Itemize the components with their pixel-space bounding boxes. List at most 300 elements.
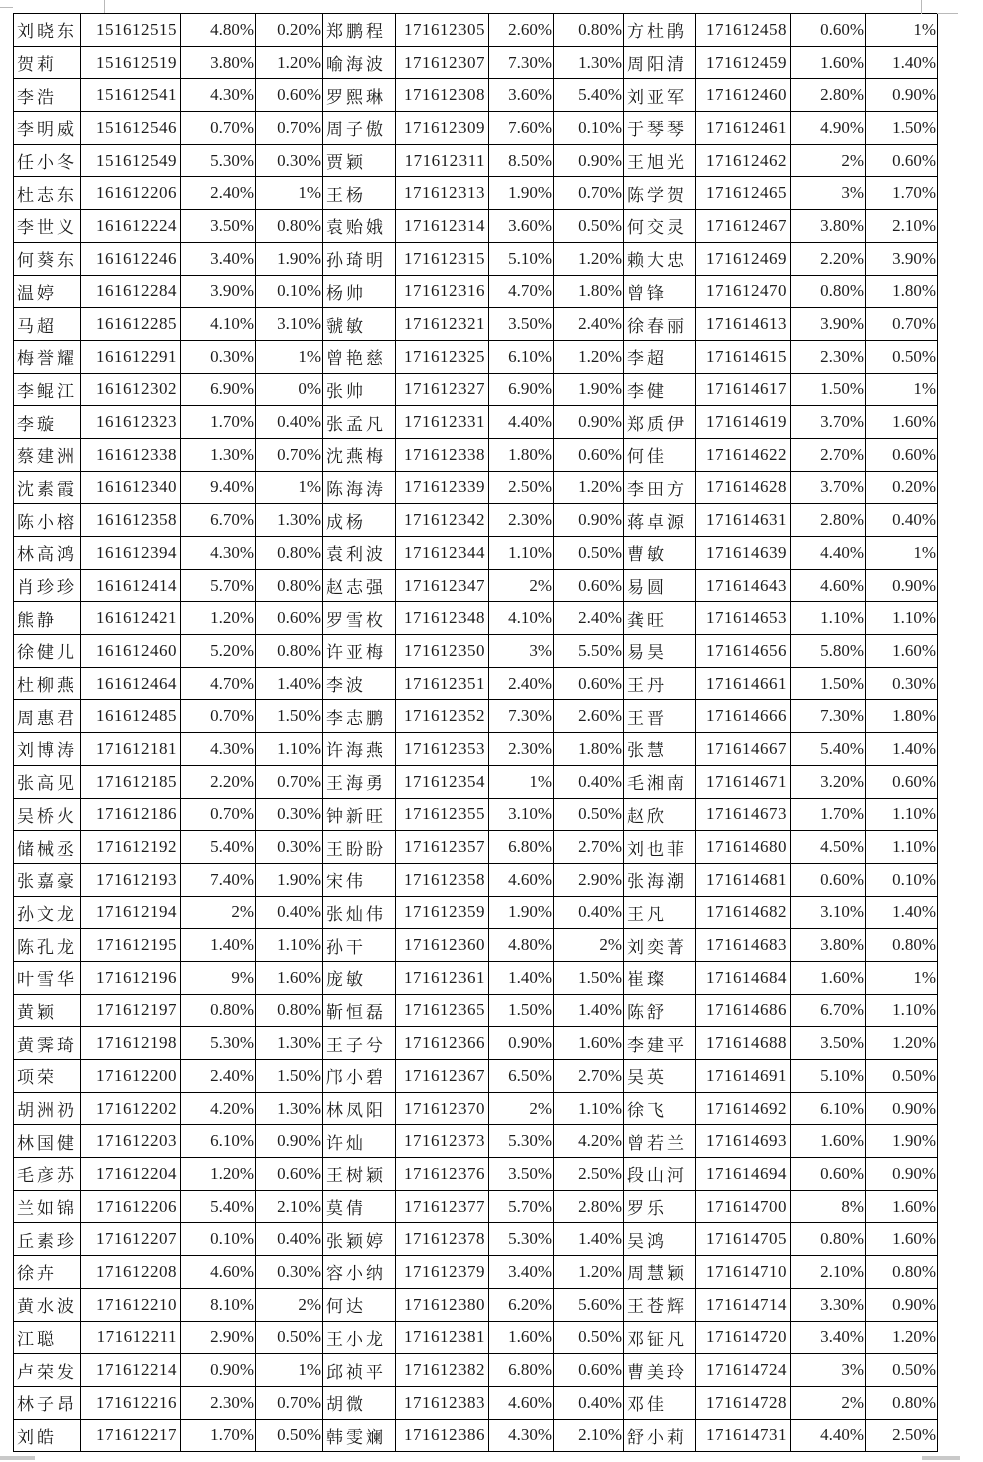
percent-cell[interactable]: 0.40% [256,896,323,929]
student-name-cell[interactable]: 罗熙琳 [323,79,396,112]
percent-cell[interactable]: 2.10% [866,210,938,243]
student-name-cell[interactable]: 赵志强 [323,569,396,602]
student-id-cell[interactable]: 161612285 [81,308,181,341]
student-name-cell[interactable]: 曹敏 [624,537,696,570]
student-id-cell[interactable]: 171612360 [396,929,489,962]
percent-cell[interactable]: 2% [791,1386,866,1419]
percent-cell[interactable]: 2.50% [866,1419,938,1452]
student-name-cell[interactable]: 许海燕 [323,733,396,766]
percent-cell[interactable]: 1.80% [554,733,624,766]
percent-cell[interactable]: 5.10% [489,242,554,275]
student-id-cell[interactable]: 171612196 [81,961,181,994]
percent-cell[interactable]: 0.60% [554,438,624,471]
student-id-cell[interactable]: 171612309 [396,112,489,145]
student-id-cell[interactable]: 171612185 [81,765,181,798]
percent-cell[interactable]: 1.50% [256,1060,323,1093]
percent-cell[interactable]: 3.40% [791,1321,866,1354]
student-id-cell[interactable]: 171614688 [696,1027,791,1060]
percent-cell[interactable]: 5.70% [181,569,256,602]
student-name-cell[interactable]: 钟新旺 [323,798,396,831]
percent-cell[interactable]: 8.50% [489,144,554,177]
percent-cell[interactable]: 4.30% [181,733,256,766]
student-id-cell[interactable]: 171612308 [396,79,489,112]
student-id-cell[interactable]: 171612311 [396,144,489,177]
percent-cell[interactable]: 0.80% [791,1223,866,1256]
student-name-cell[interactable]: 龚旺 [624,602,696,635]
percent-cell[interactable]: 1.90% [489,896,554,929]
percent-cell[interactable]: 6.20% [489,1288,554,1321]
student-id-cell[interactable]: 161612246 [81,242,181,275]
student-id-cell[interactable]: 161612206 [81,177,181,210]
student-id-cell[interactable]: 171612194 [81,896,181,929]
percent-cell[interactable]: 3.80% [791,929,866,962]
percent-cell[interactable]: 1.60% [866,635,938,668]
percent-cell[interactable]: 4.40% [791,1419,866,1452]
student-name-cell[interactable]: 蒋卓源 [624,504,696,537]
percent-cell[interactable]: 0.80% [181,994,256,1027]
student-name-cell[interactable]: 袁贻娥 [323,210,396,243]
student-id-cell[interactable]: 171614680 [696,831,791,864]
student-id-cell[interactable]: 171612347 [396,569,489,602]
student-id-cell[interactable]: 161612358 [81,504,181,537]
student-name-cell[interactable]: 王凡 [624,896,696,929]
student-id-cell[interactable]: 171612344 [396,537,489,570]
percent-cell[interactable]: 0.30% [256,1256,323,1289]
student-name-cell[interactable]: 陈海涛 [323,471,396,504]
percent-cell[interactable]: 3.40% [181,242,256,275]
student-id-cell[interactable]: 171612370 [396,1092,489,1125]
percent-cell[interactable]: 0.90% [866,1288,938,1321]
student-id-cell[interactable]: 161612291 [81,340,181,373]
student-name-cell[interactable]: 王盼盼 [323,831,396,864]
percent-cell[interactable]: 0.60% [256,602,323,635]
student-id-cell[interactable]: 171612380 [396,1288,489,1321]
percent-cell[interactable]: 2.40% [554,308,624,341]
percent-cell[interactable]: 1% [256,471,323,504]
student-name-cell[interactable]: 罗乐 [624,1190,696,1223]
percent-cell[interactable]: 1.70% [181,406,256,439]
percent-cell[interactable]: 0.60% [554,1354,624,1387]
student-id-cell[interactable]: 171614667 [696,733,791,766]
student-id-cell[interactable]: 171612378 [396,1223,489,1256]
percent-cell[interactable]: 1.90% [554,373,624,406]
percent-cell[interactable]: 1.40% [554,1223,624,1256]
percent-cell[interactable]: 0.50% [554,1321,624,1354]
percent-cell[interactable]: 5.40% [181,1190,256,1223]
percent-cell[interactable]: 9% [181,961,256,994]
percent-cell[interactable]: 3.10% [791,896,866,929]
student-id-cell[interactable]: 171612366 [396,1027,489,1060]
percent-cell[interactable]: 1.10% [554,1092,624,1125]
percent-cell[interactable]: 2.50% [489,471,554,504]
student-name-cell[interactable]: 周阳清 [624,46,696,79]
percent-cell[interactable]: 6.90% [489,373,554,406]
student-id-cell[interactable]: 161612485 [81,700,181,733]
percent-cell[interactable]: 1% [256,340,323,373]
student-name-cell[interactable]: 任小冬 [14,144,81,177]
percent-cell[interactable]: 2.40% [489,667,554,700]
percent-cell[interactable]: 1.60% [866,1190,938,1223]
student-id-cell[interactable]: 171612381 [396,1321,489,1354]
percent-cell[interactable]: 0.50% [554,537,624,570]
student-id-cell[interactable]: 171612342 [396,504,489,537]
percent-cell[interactable]: 0.70% [256,765,323,798]
student-id-cell[interactable]: 171614673 [696,798,791,831]
percent-cell[interactable]: 2.80% [554,1190,624,1223]
percent-cell[interactable]: 1.60% [489,1321,554,1354]
student-name-cell[interactable]: 张嘉豪 [14,863,81,896]
student-id-cell[interactable]: 171612351 [396,667,489,700]
percent-cell[interactable]: 0.80% [791,275,866,308]
percent-cell[interactable]: 2.60% [554,700,624,733]
student-id-cell[interactable]: 171612208 [81,1256,181,1289]
percent-cell[interactable]: 1.30% [256,504,323,537]
student-name-cell[interactable]: 曹美玲 [624,1354,696,1387]
student-name-cell[interactable]: 储械丞 [14,831,81,864]
student-name-cell[interactable]: 马超 [14,308,81,341]
student-id-cell[interactable]: 161612414 [81,569,181,602]
student-name-cell[interactable]: 林凤阳 [323,1092,396,1125]
student-id-cell[interactable]: 161612323 [81,406,181,439]
student-name-cell[interactable]: 何葵东 [14,242,81,275]
percent-cell[interactable]: 0% [256,373,323,406]
percent-cell[interactable]: 3.20% [791,765,866,798]
student-name-cell[interactable]: 易昊 [624,635,696,668]
student-id-cell[interactable]: 171612469 [696,242,791,275]
percent-cell[interactable]: 0.10% [866,863,938,896]
student-name-cell[interactable]: 李波 [323,667,396,700]
student-id-cell[interactable]: 171612365 [396,994,489,1027]
student-name-cell[interactable]: 陈学贺 [624,177,696,210]
student-name-cell[interactable]: 庞敏 [323,961,396,994]
percent-cell[interactable]: 4.30% [181,537,256,570]
student-id-cell[interactable]: 171612358 [396,863,489,896]
percent-cell[interactable]: 7.30% [489,700,554,733]
student-name-cell[interactable]: 赖大忠 [624,242,696,275]
percent-cell[interactable]: 0.60% [791,1158,866,1191]
student-name-cell[interactable]: 胡微 [323,1386,396,1419]
student-id-cell[interactable]: 161612394 [81,537,181,570]
student-id-cell[interactable]: 161612224 [81,210,181,243]
student-name-cell[interactable]: 刘亚军 [624,79,696,112]
student-id-cell[interactable]: 171614628 [696,471,791,504]
student-id-cell[interactable]: 161612338 [81,438,181,471]
percent-cell[interactable]: 4.40% [791,537,866,570]
percent-cell[interactable]: 5.30% [489,1125,554,1158]
student-name-cell[interactable]: 刘晓东 [14,14,81,47]
percent-cell[interactable]: 4.60% [181,1256,256,1289]
student-id-cell[interactable]: 171612382 [396,1354,489,1387]
percent-cell[interactable]: 1.10% [866,798,938,831]
percent-cell[interactable]: 1.20% [181,602,256,635]
percent-cell[interactable]: 0.60% [256,1158,323,1191]
student-id-cell[interactable]: 171612377 [396,1190,489,1223]
student-name-cell[interactable]: 邓佳 [624,1386,696,1419]
student-name-cell[interactable]: 陈孔龙 [14,929,81,962]
student-name-cell[interactable]: 李田方 [624,471,696,504]
percent-cell[interactable]: 3.80% [791,210,866,243]
student-id-cell[interactable]: 171612203 [81,1125,181,1158]
percent-cell[interactable]: 1.10% [866,994,938,1027]
student-id-cell[interactable]: 171614656 [696,635,791,668]
student-name-cell[interactable]: 喻海波 [323,46,396,79]
student-name-cell[interactable]: 王旭光 [624,144,696,177]
percent-cell[interactable]: 4.70% [181,667,256,700]
student-name-cell[interactable]: 王苍辉 [624,1288,696,1321]
percent-cell[interactable]: 0.60% [554,569,624,602]
percent-cell[interactable]: 6.10% [489,340,554,373]
student-name-cell[interactable]: 何交灵 [624,210,696,243]
percent-cell[interactable]: 0.40% [554,765,624,798]
percent-cell[interactable]: 0.90% [554,504,624,537]
student-name-cell[interactable]: 何达 [323,1288,396,1321]
percent-cell[interactable]: 1.60% [866,406,938,439]
student-id-cell[interactable]: 171612470 [696,275,791,308]
student-name-cell[interactable]: 毛湘南 [624,765,696,798]
student-name-cell[interactable]: 李志鹏 [323,700,396,733]
percent-cell[interactable]: 1.60% [791,961,866,994]
student-name-cell[interactable]: 徐健儿 [14,635,81,668]
student-id-cell[interactable]: 171614681 [696,863,791,896]
percent-cell[interactable]: 2.50% [554,1158,624,1191]
percent-cell[interactable]: 1.20% [181,1158,256,1191]
percent-cell[interactable]: 2.30% [181,1386,256,1419]
student-id-cell[interactable]: 171612458 [696,14,791,47]
percent-cell[interactable]: 7.60% [489,112,554,145]
percent-cell[interactable]: 5.30% [181,144,256,177]
percent-cell[interactable]: 1.90% [256,242,323,275]
percent-cell[interactable]: 4.60% [791,569,866,602]
percent-cell[interactable]: 0.80% [554,14,624,47]
student-id-cell[interactable]: 171612217 [81,1419,181,1452]
student-name-cell[interactable]: 王树颖 [323,1158,396,1191]
student-name-cell[interactable]: 张海潮 [624,863,696,896]
percent-cell[interactable]: 0.80% [256,635,323,668]
percent-cell[interactable]: 1.60% [256,961,323,994]
percent-cell[interactable]: 5.10% [791,1060,866,1093]
student-name-cell[interactable]: 张高见 [14,765,81,798]
student-id-cell[interactable]: 171614720 [696,1321,791,1354]
percent-cell[interactable]: 3.60% [489,210,554,243]
student-id-cell[interactable]: 171612186 [81,798,181,831]
student-id-cell[interactable]: 171612307 [396,46,489,79]
percent-cell[interactable]: 1.40% [489,961,554,994]
student-id-cell[interactable]: 171614682 [696,896,791,929]
percent-cell[interactable]: 2.80% [791,79,866,112]
student-id-cell[interactable]: 161612340 [81,471,181,504]
percent-cell[interactable]: 1.60% [866,1223,938,1256]
percent-cell[interactable]: 1.60% [554,1027,624,1060]
student-id-cell[interactable]: 171614666 [696,700,791,733]
percent-cell[interactable]: 0.40% [866,504,938,537]
percent-cell[interactable]: 1.70% [181,1419,256,1452]
student-name-cell[interactable]: 林高鸿 [14,537,81,570]
student-name-cell[interactable]: 许灿 [323,1125,396,1158]
percent-cell[interactable]: 0.80% [256,994,323,1027]
percent-cell[interactable]: 2.40% [554,602,624,635]
percent-cell[interactable]: 0.60% [256,79,323,112]
student-id-cell[interactable]: 171612325 [396,340,489,373]
percent-cell[interactable]: 3.30% [791,1288,866,1321]
percent-cell[interactable]: 3.50% [791,1027,866,1060]
percent-cell[interactable]: 2% [181,896,256,929]
percent-cell[interactable]: 1.10% [256,733,323,766]
percent-cell[interactable]: 3.50% [489,308,554,341]
student-id-cell[interactable]: 171612383 [396,1386,489,1419]
student-name-cell[interactable]: 容小纳 [323,1256,396,1289]
percent-cell[interactable]: 1.40% [554,994,624,1027]
percent-cell[interactable]: 6.70% [791,994,866,1027]
percent-cell[interactable]: 0.90% [866,1092,938,1125]
percent-cell[interactable]: 3% [791,1354,866,1387]
percent-cell[interactable]: 3.50% [181,210,256,243]
percent-cell[interactable]: 1.10% [489,537,554,570]
student-name-cell[interactable]: 蔡建洲 [14,438,81,471]
percent-cell[interactable]: 0.30% [256,144,323,177]
student-name-cell[interactable]: 贾颖 [323,144,396,177]
percent-cell[interactable]: 0.90% [181,1354,256,1387]
percent-cell[interactable]: 0.60% [791,14,866,47]
student-id-cell[interactable]: 171612305 [396,14,489,47]
student-name-cell[interactable]: 卢荣发 [14,1354,81,1387]
student-name-cell[interactable]: 曾艳慈 [323,340,396,373]
student-name-cell[interactable]: 郑鹏程 [323,14,396,47]
student-name-cell[interactable]: 王晋 [624,700,696,733]
student-id-cell[interactable]: 171612339 [396,471,489,504]
percent-cell[interactable]: 1% [256,1354,323,1387]
student-name-cell[interactable]: 罗雪枚 [323,602,396,635]
student-name-cell[interactable]: 温婷 [14,275,81,308]
student-id-cell[interactable]: 171614639 [696,537,791,570]
percent-cell[interactable]: 4.10% [181,308,256,341]
student-id-cell[interactable]: 171612467 [696,210,791,243]
percent-cell[interactable]: 6.50% [489,1060,554,1093]
student-name-cell[interactable]: 贺莉 [14,46,81,79]
percent-cell[interactable]: 1.20% [554,471,624,504]
percent-cell[interactable]: 0.90% [866,79,938,112]
percent-cell[interactable]: 4.80% [181,14,256,47]
student-name-cell[interactable]: 丘素珍 [14,1223,81,1256]
student-name-cell[interactable]: 张灿伟 [323,896,396,929]
student-id-cell[interactable]: 171612379 [396,1256,489,1289]
student-id-cell[interactable]: 171612198 [81,1027,181,1060]
student-id-cell[interactable]: 171612354 [396,765,489,798]
student-id-cell[interactable]: 171614731 [696,1419,791,1452]
percent-cell[interactable]: 8% [791,1190,866,1223]
student-id-cell[interactable]: 171614622 [696,438,791,471]
student-name-cell[interactable]: 刘皓 [14,1419,81,1452]
percent-cell[interactable]: 8.10% [181,1288,256,1321]
percent-cell[interactable]: 2.40% [181,177,256,210]
percent-cell[interactable]: 3.90% [181,275,256,308]
percent-cell[interactable]: 5.30% [489,1223,554,1256]
student-name-cell[interactable]: 江聪 [14,1321,81,1354]
percent-cell[interactable]: 0.50% [866,1060,938,1093]
percent-cell[interactable]: 5.80% [791,635,866,668]
percent-cell[interactable]: 6.80% [489,1354,554,1387]
percent-cell[interactable]: 2.30% [791,340,866,373]
percent-cell[interactable]: 2.80% [791,504,866,537]
student-name-cell[interactable]: 舒小莉 [624,1419,696,1452]
percent-cell[interactable]: 7.30% [489,46,554,79]
percent-cell[interactable]: 1.20% [554,340,624,373]
student-id-cell[interactable]: 171614643 [696,569,791,602]
percent-cell[interactable]: 1% [489,765,554,798]
student-id-cell[interactable]: 171612210 [81,1288,181,1321]
percent-cell[interactable]: 0.80% [256,210,323,243]
student-id-cell[interactable]: 171612460 [696,79,791,112]
percent-cell[interactable]: 1.20% [554,242,624,275]
student-id-cell[interactable]: 171614683 [696,929,791,962]
percent-cell[interactable]: 2.10% [554,1419,624,1452]
percent-cell[interactable]: 4.10% [489,602,554,635]
student-name-cell[interactable]: 虢敏 [323,308,396,341]
percent-cell[interactable]: 6.80% [489,831,554,864]
student-name-cell[interactable]: 李鲲江 [14,373,81,406]
student-id-cell[interactable]: 151612546 [81,112,181,145]
student-id-cell[interactable]: 171614653 [696,602,791,635]
percent-cell[interactable]: 5.70% [489,1190,554,1223]
student-id-cell[interactable]: 171612315 [396,242,489,275]
percent-cell[interactable]: 2% [489,1092,554,1125]
percent-cell[interactable]: 9.40% [181,471,256,504]
student-name-cell[interactable]: 李璇 [14,406,81,439]
student-name-cell[interactable]: 肖珍珍 [14,569,81,602]
percent-cell[interactable]: 2% [554,929,624,962]
student-id-cell[interactable]: 161612284 [81,275,181,308]
percent-cell[interactable]: 1.40% [256,667,323,700]
percent-cell[interactable]: 1.40% [866,46,938,79]
student-name-cell[interactable]: 陈小榕 [14,504,81,537]
student-id-cell[interactable]: 171614724 [696,1354,791,1387]
percent-cell[interactable]: 2.40% [181,1060,256,1093]
percent-cell[interactable]: 4.70% [489,275,554,308]
percent-cell[interactable]: 2.70% [554,1060,624,1093]
percent-cell[interactable]: 1.10% [866,831,938,864]
student-name-cell[interactable]: 李超 [624,340,696,373]
percent-cell[interactable]: 0.10% [256,275,323,308]
student-name-cell[interactable]: 李明威 [14,112,81,145]
percent-cell[interactable]: 1.20% [866,1321,938,1354]
student-name-cell[interactable]: 孙干 [323,929,396,962]
percent-cell[interactable]: 5.40% [181,831,256,864]
student-name-cell[interactable]: 周子傲 [323,112,396,145]
student-id-cell[interactable]: 171614705 [696,1223,791,1256]
student-name-cell[interactable]: 段山河 [624,1158,696,1191]
percent-cell[interactable]: 2.30% [489,733,554,766]
percent-cell[interactable]: 0.90% [866,1158,938,1191]
percent-cell[interactable]: 1.80% [866,275,938,308]
percent-cell[interactable]: 0.70% [256,438,323,471]
percent-cell[interactable]: 1.40% [181,929,256,962]
student-id-cell[interactable]: 171612359 [396,896,489,929]
student-name-cell[interactable]: 沈燕梅 [323,438,396,471]
student-name-cell[interactable]: 项荣 [14,1060,81,1093]
student-name-cell[interactable]: 李浩 [14,79,81,112]
student-name-cell[interactable]: 王丹 [624,667,696,700]
percent-cell[interactable]: 0.60% [866,438,938,471]
percent-cell[interactable]: 3.70% [791,406,866,439]
percent-cell[interactable]: 1.30% [256,1092,323,1125]
percent-cell[interactable]: 2% [791,144,866,177]
student-id-cell[interactable]: 171614613 [696,308,791,341]
student-id-cell[interactable]: 151612515 [81,14,181,47]
percent-cell[interactable]: 0.60% [791,863,866,896]
percent-cell[interactable]: 0.10% [181,1223,256,1256]
percent-cell[interactable]: 1.30% [256,1027,323,1060]
percent-cell[interactable]: 6.90% [181,373,256,406]
student-id-cell[interactable]: 171612321 [396,308,489,341]
